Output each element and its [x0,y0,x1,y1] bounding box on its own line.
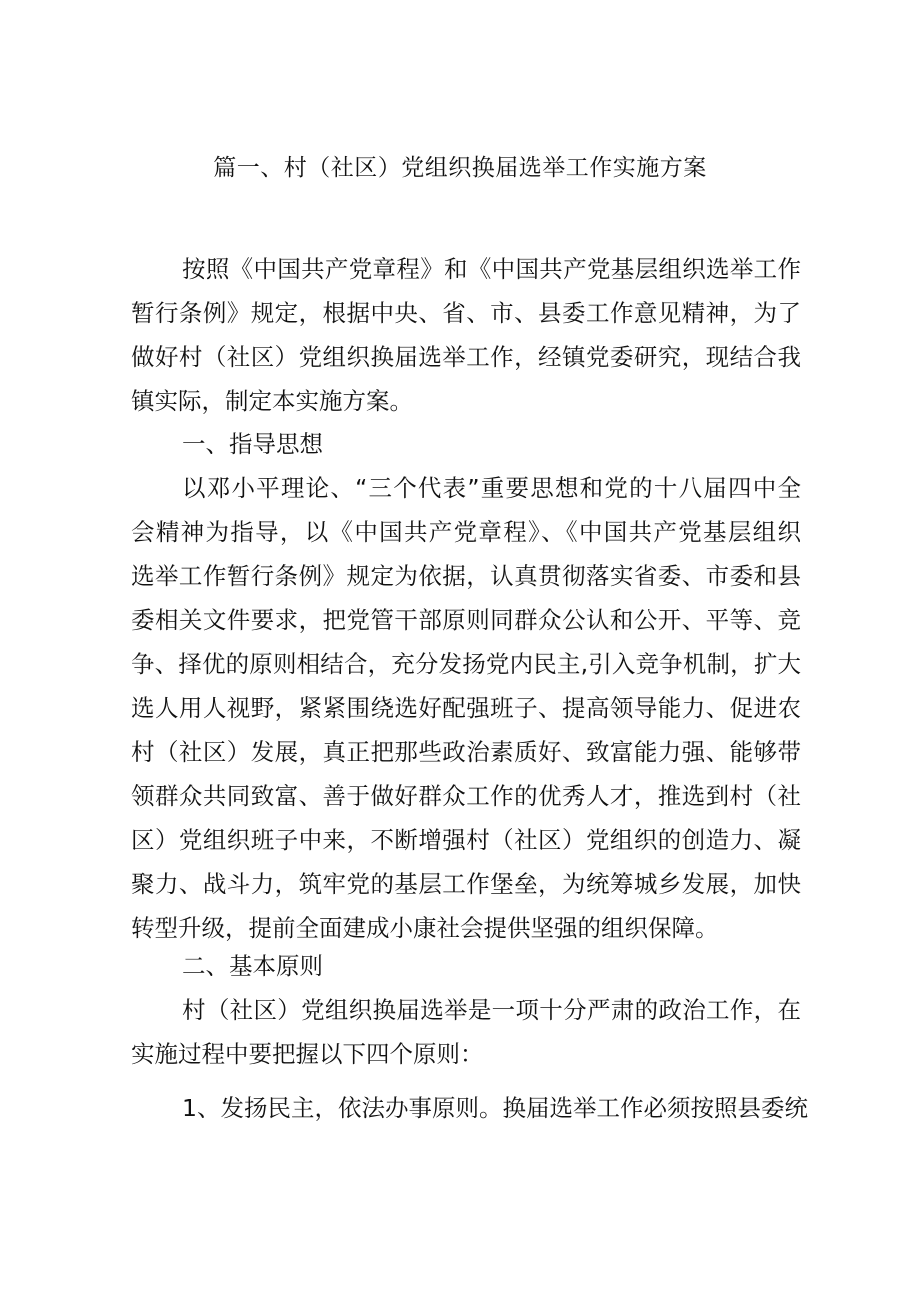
section2-paragraph [131,988,801,1076]
paragraph-line: 聚力、战斗力，筑牢党的基层工作堡垒，为统筹城乡发展，加快 [131,870,801,898]
paragraph-line: 转型升级，提前全面建成小康社会提供坚强的组织保障。 [131,914,719,942]
paragraph-line: 以邓小平理论、“三个代表”重要思想和党的十八届四中全 [182,474,801,502]
paragraph-line: 争、择优的原则相结合，充分发扬党内民主,引入竞争机制，扩大 [131,650,801,678]
section-heading: 二、基本原则 [182,952,323,980]
document-title: 篇一、村（社区）党组织换届选举工作实施方案 [213,155,707,181]
paragraph-line: 委相关文件要求，把党管干部原则同群众公认和公开、平等、竞 [131,606,801,634]
paragraph-line: 选举工作暂行条例》规定为依据，认真贯彻落实省委、市委和县 [131,562,801,590]
paragraph-line: 做好村（社区）党组织换届选举工作，经镇党委研究，现结合我 [131,343,801,371]
section-heading-basic-principles [131,944,801,988]
principle-item-1 [131,1086,808,1130]
paragraph-line: 1、发扬民主，依法办事原则。换届选举工作必须按照县委统 [182,1094,808,1122]
paragraph-line: 按照《中国共产党章程》和《中国共产党基层组织选举工作 [182,255,801,283]
paragraph-line: 会精神为指导，以《中国共产党章程》、《中国共产党基层组织 [131,518,801,546]
section-heading: 一、指导思想 [182,430,323,458]
paragraph-line: 镇实际，制定本实施方案。 [131,387,413,415]
paragraph-line: 暂行条例》规定，根据中央、省、市、县委工作意见精神，为了 [131,299,801,327]
paragraph-line: 实施过程中要把握以下四个原则： [131,1040,484,1068]
section-heading-guiding-ideology [131,422,801,466]
section1-paragraph [131,466,801,950]
intro-paragraph [131,247,801,423]
paragraph-line: 区）党组织班子中来，不断增强村（社区）党组织的创造力、凝 [131,826,801,854]
paragraph-line: 领群众共同致富、善于做好群众工作的优秀人才，推选到村（社 [131,782,801,810]
paragraph-line: 村（社区）发展，真正把那些政治素质好、致富能力强、能够带 [131,738,801,766]
paragraph-line: 选人用人视野，紧紧围绕选好配强班子、提高领导能力、促进农 [131,694,801,722]
paragraph-line: 村（社区）党组织换届选举是一项十分严肃的政治工作，在 [182,996,801,1024]
